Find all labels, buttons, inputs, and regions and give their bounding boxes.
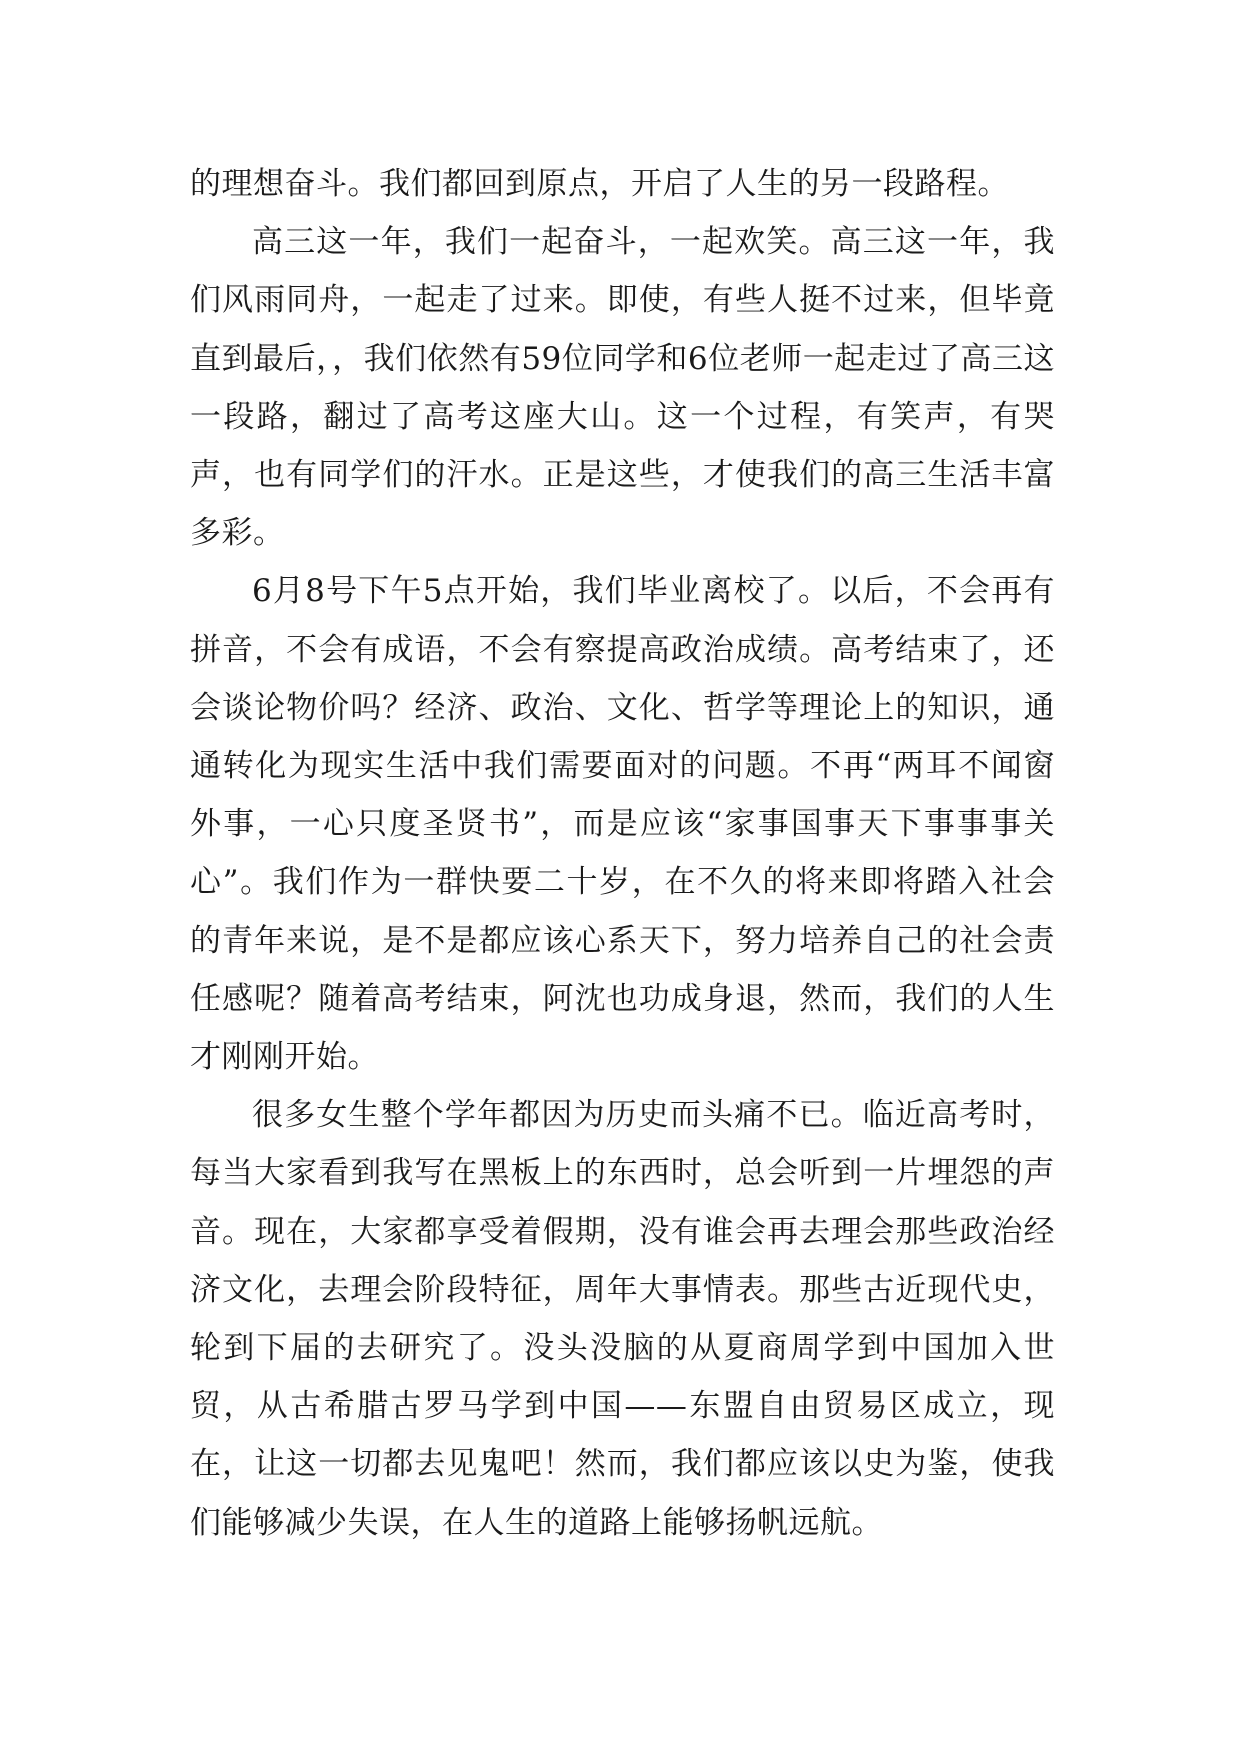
document-body xyxy=(190,155,1055,1552)
paragraph-4: 很多女生整个学年都因为历史而头痛不已。临近高考时，每当大家看到我写在黑板上的东西时，总会听到一片埋怨的声音。现在，大家都享受着假期，没有谁会再去理会那些政治经济文化，去理会阶段特征，周年大事情表。那些古近现代史，轮到下届的去研究了。没头没脑的从夏商周学到中国加入世贸，从古希腊古罗马学到中国——东盟自由贸易区成立，现在，让这一切都去见鬼吧！然而，我们都应该以史为鉴，使我们能够减少失误，在人生的道路上能够扬帆远航。 xyxy=(190,1097,1055,1541)
paragraph-3: 6月8号下午5点开始，我们毕业离校了。以后，不会再有拼音，不会有成语，不会有察提高政治成绩。高考结束了，还会谈论物价吗？经济、政治、文化、哲学等理论上的知识，通通转化为现实生活中我们需要面对的问题。不再“两耳不闻窗外事，一心只度圣贤书”，而是应该“家事国事天下事事事关心”。我们作为一群快要二十岁，在不久的将来即将踏入社会的青年来说，是不是都应该心系天下，努力培养自己的社会责任感呢？随着高考结束，阿沈也功成身退，然而，我们的人生才刚刚开始。 xyxy=(190,573,1055,1076)
paragraph-1: 的理想奋斗。我们都回到原点，开启了人生的另一段路程。 xyxy=(190,166,1009,202)
paragraph-2: 高三这一年，我们一起奋斗，一起欢笑。高三这一年，我们风雨同舟，一起走了过来。即使，有些人挺不过来，但毕竟直到最后，，我们依然有59位同学和6位老师一起走过了高三这一段路，翻过了高考这座大山。这一个过程，有笑声，有哭声，也有同学们的汗水。正是这些，才使我们的高三生活丰富多彩。 xyxy=(190,224,1055,552)
